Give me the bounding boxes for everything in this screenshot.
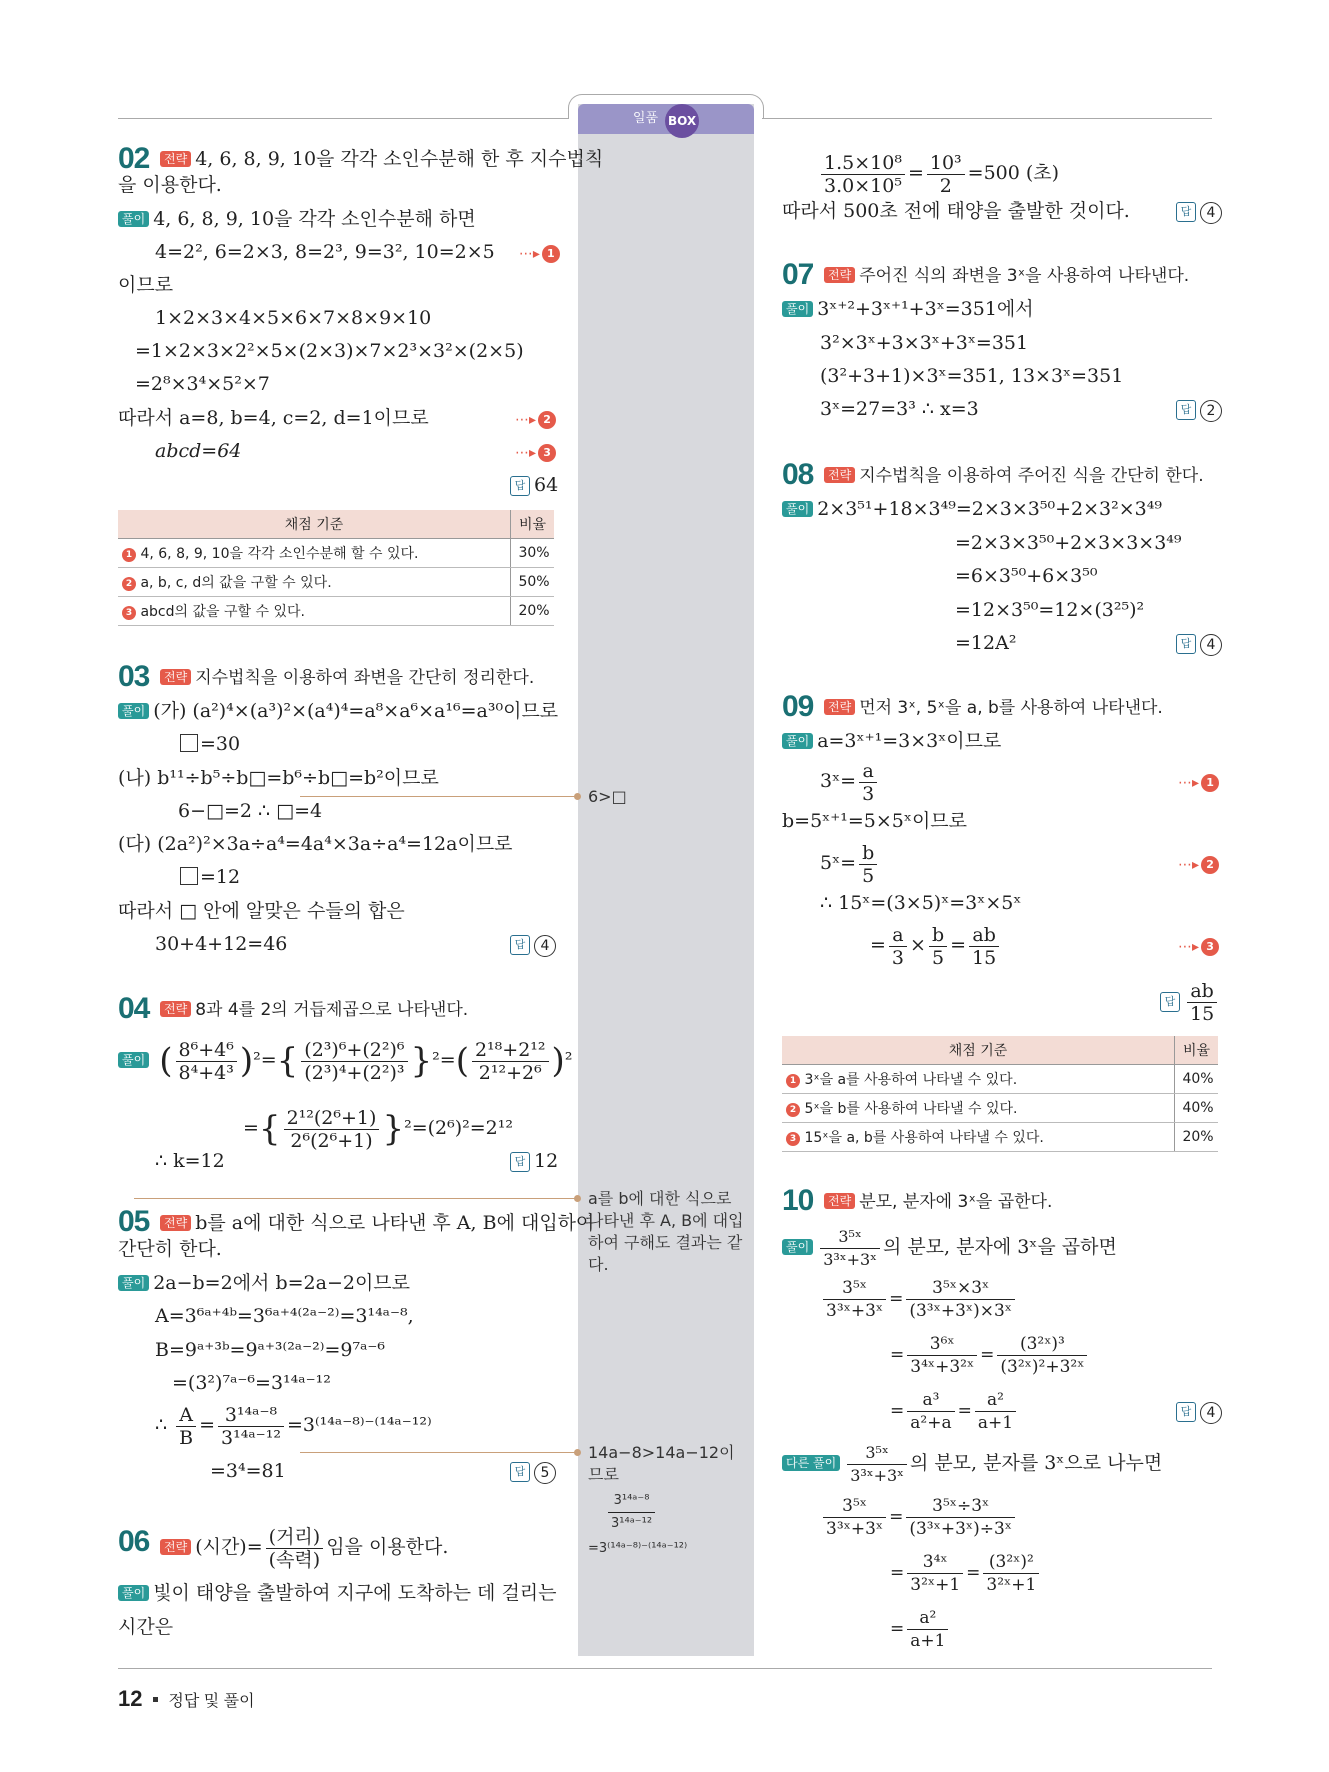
p03-strategy: 전략 지수법칙을 이용하여 좌변을 간단히 정리한다. xyxy=(160,664,534,691)
p09-l2: 3ˣ= $\frac{a}{3}$ xyxy=(820,756,880,806)
p08-l1: 풀이 2×3⁵¹+18×3⁴⁹=2×3×3⁵⁰+2×3²×3⁴⁹ xyxy=(782,496,1162,522)
p05-l6: =3⁴=81 xyxy=(210,1460,286,1482)
p05-l2: A=3⁶ᵃ⁺⁴ᵇ=3⁶ᵃ⁺⁴⁽²ᵃ⁻²⁾=3¹⁴ᵃ⁻⁸, xyxy=(155,1305,414,1327)
p03-l6: =12 xyxy=(178,864,240,890)
p02-mark2: ⋯▸ 2 xyxy=(515,405,556,433)
p09-answer: 답 $\frac{ab}{15}$ xyxy=(1160,976,1220,1026)
problem-number-08: 08 xyxy=(782,458,814,491)
p05-answer: 답 5 xyxy=(510,1458,556,1484)
p08-l5: =12A² xyxy=(955,632,1017,654)
p07-l2: 3²×3ˣ+3×3ˣ+3ˣ=351 xyxy=(820,332,1029,354)
p10-alt-eq2: = $\frac{\text{3⁴ˣ}}{\text{3²ˣ+1}}$ = $\frac{\text{(3²ˣ)²}}{\text{3²ˣ+1}}$ xyxy=(890,1548,1042,1598)
p09-criteria-table xyxy=(782,1036,1218,1152)
p05-l1: 풀이 2a−b=2에서 b=2a−2이므로 xyxy=(118,1270,410,1296)
criteria-row-2: 2 5ˣ을 b를 사용하여 나타낼 수 있다. xyxy=(782,1094,1175,1123)
p10-eq2: = $\frac{\text{3⁶ˣ}}{\text{3⁴ˣ+3²ˣ}}$ = $\frac{\text{(3²ˣ)³}}{\text{(3²ˣ)²+3²ˣ}}$ xyxy=(890,1330,1090,1380)
p07-l4: 3ˣ=27=3³ ∴ x=3 xyxy=(820,398,979,420)
memo-header xyxy=(578,104,754,134)
p10-alt: 다른 풀이 $\frac{\text{3⁵ˣ}}{\text{3³ˣ+3ˣ}}$ 의 분모, 분자를 3ˣ으로 나누면 xyxy=(782,1438,1162,1488)
p08-l4: =12×3⁵⁰=12×(3²⁵)² xyxy=(955,599,1145,621)
p04-l3: ∴ k=12 xyxy=(155,1150,225,1172)
memo-column xyxy=(578,104,754,1656)
p10-answer: 답 4 xyxy=(1176,1398,1222,1424)
p03-l1: 풀이 (가) (a²)⁴×(a³)²×(a⁴)⁴=a⁸×a⁶×a¹⁶=a³⁰이므로 xyxy=(118,698,558,724)
footer xyxy=(118,1686,255,1712)
strategy-tag: 전략 xyxy=(160,151,191,167)
p03-memo-connector xyxy=(300,796,580,797)
p07-strategy: 전략 주어진 식의 좌변을 3ˣ을 사용하여 나타낸다. xyxy=(824,262,1189,289)
footer-rule xyxy=(118,1668,1212,1669)
p06-answer: 답 4 xyxy=(1176,198,1222,224)
criteria-row-2: 2 a, b, c, d의 값을 구할 수 있다. xyxy=(118,568,511,597)
p08-l3: =6×3⁵⁰+6×3⁵⁰ xyxy=(955,565,1098,587)
criteria-row-3: 3 abcd의 값을 구할 수 있다. xyxy=(118,597,511,626)
p06-l1: 풀이 빛이 태양을 출발하여 지구에 도착하는 데 걸리는 xyxy=(118,1580,557,1606)
memo-badge: BOX xyxy=(665,104,699,138)
p05-memo2-dot xyxy=(574,1449,581,1456)
criteria-ratio-2: 40% xyxy=(1175,1094,1219,1123)
problem-number-03: 03 xyxy=(118,660,150,693)
p02-eq4: =2⁸×3⁴×5²×7 xyxy=(135,373,270,395)
memo-label: 일품 xyxy=(632,111,659,126)
p02-eq1: 4=2², 6=2×3, 8=2³, 9=3², 10=2×5 ⋯▸ 1 xyxy=(155,239,560,267)
p03-l2: =30 xyxy=(178,731,240,757)
p08-answer: 답 4 xyxy=(1176,630,1222,656)
p07-answer: 답 2 xyxy=(1176,396,1222,422)
criteria-ratio-2: 50% xyxy=(511,568,555,597)
p02-eq1-text: 4=2², 6=2×3, 8=2³, 9=3², 10=2×5 xyxy=(155,241,495,263)
p10-alt-eq1: $\frac{\text{3⁵ˣ}}{\text{3³ˣ+3ˣ}}$ = $\frac{\text{3⁵ˣ÷3ˣ}}{\text{(3³ˣ+3ˣ)÷3ˣ}}$ xyxy=(820,1492,1018,1542)
p10-alt-eq3: = $\frac{\text{a²}}{a+1}$ xyxy=(890,1604,951,1654)
p02-strategy-text: 4, 6, 8, 9, 10을 각각 소인수분해 한 후 지수법칙 xyxy=(195,148,604,170)
criteria-ratio-1: 30% xyxy=(511,539,555,568)
p09-l4: 5ˣ= $\frac{b}{5}$ xyxy=(820,838,880,888)
problem-number-07: 07 xyxy=(782,258,814,291)
p02-text2: 이므로 xyxy=(118,274,174,296)
p10-strategy: 전략 분모, 분자에 3ˣ을 곱한다. xyxy=(824,1188,1052,1215)
p09-mark3: ⋯▸ 3 xyxy=(1178,932,1219,960)
header-rule-right xyxy=(762,118,1212,119)
p05-l5: ∴ $\frac{A}{B}$ = $\frac{\text{3¹⁴ᵃ⁻⁸}}{\text{3¹⁴ᵃ⁻¹²}}$ =3⁽¹⁴ᵃ⁻⁸⁾⁻⁽¹⁴ᵃ⁻¹²⁾ xyxy=(155,1403,432,1449)
p05-memo2-connector xyxy=(300,1452,580,1453)
p03-answer: 답 4 xyxy=(510,931,556,957)
criteria-row-3: 3 15ˣ을 a, b를 사용하여 나타낼 수 있다. xyxy=(782,1123,1175,1152)
p02-eq3: =1×2×3×2²×5×(2×3)×7×2³×3²×(2×5) xyxy=(135,340,524,362)
p04-answer: 답 12 xyxy=(510,1148,558,1174)
footer-title: 정답 및 풀이 xyxy=(168,1693,255,1710)
p02-text3: 따라서 a=8, b=4, c=2, d=1이므로 xyxy=(118,407,429,429)
header-rule-left xyxy=(118,118,568,119)
p04-eq1: 풀이 ( $\frac{\text{8⁶+4⁶}}{\text{8⁴+4³}}$ )²={ $\frac{\text{(2³)⁶+(2²)⁶}}{\text{(2³)⁴+(2²)³}}$ }²=( $\frac{\text{2¹⁸+2¹²}}{\text{2¹²+2⁶}}$ )² xyxy=(118,1030,572,1091)
p09-l5: ∴ 15ˣ=(3×5)ˣ=3ˣ×5ˣ xyxy=(820,892,1022,914)
problem-number-05: 05 xyxy=(118,1205,150,1238)
mark-1: 1 xyxy=(542,245,560,263)
problem-number-04: 04 xyxy=(118,992,150,1025)
p03-l7: 따라서 □ 안에 알맞은 수들의 합은 xyxy=(118,900,405,922)
p03-memo: 6>□ xyxy=(588,787,627,806)
p05-memo2: 14a−8>14a−12이므로 xyxy=(588,1443,735,1484)
p05-strategy: 전략 b를 a에 대한 식으로 나타낸 후 A, B에 대입하여 xyxy=(160,1210,594,1236)
criteria-header: 채점 기준 xyxy=(782,1036,1175,1065)
p09-mark1: ⋯▸ 1 xyxy=(1178,768,1219,796)
problem-number-09: 09 xyxy=(782,690,814,723)
p08-l2: =2×3×3⁵⁰+2×3×3×3⁴⁹ xyxy=(955,532,1182,554)
criteria-ratio-1: 40% xyxy=(1175,1065,1219,1094)
p05-memo1: a를 b에 대한 식으로 나타낸 후 A, B에 대입하여 구해도 결과는 같다. xyxy=(588,1189,744,1274)
p07-l1: 풀이 3ˣ⁺²+3ˣ⁺¹+3ˣ=351에서 xyxy=(782,296,1034,322)
p03-memo-dot xyxy=(574,793,581,800)
p10-eq3: = $\frac{\text{a³}}{\text{a²+a}}$ = $\frac{\text{a²}}{a+1}$ xyxy=(890,1386,1019,1436)
criteria-ratio-3: 20% xyxy=(511,597,555,626)
p05-memo3: =3⁽¹⁴ᵃ⁻⁸⁾⁻⁽¹⁴ᵃ⁻¹²⁾ xyxy=(588,1541,688,1556)
p03-l4: 6−□=2 ∴ □=4 xyxy=(178,800,323,822)
p02-answer-text: 64 xyxy=(534,474,559,496)
p09-l6: = $\frac{a}{3}$ × $\frac{b}{5}$ = $\frac{ab}{15}$ xyxy=(870,920,1002,970)
p08-strategy: 전략 지수법칙을 이용하여 주어진 식을 간단히 한다. xyxy=(824,462,1204,489)
p05-memo-frac: $\frac{\text{3¹⁴ᵃ⁻⁸}}{\text{3¹⁴ᵃ⁻¹²}}$ xyxy=(605,1490,658,1535)
p05-l4: =(3²)⁷ᵃ⁻⁶=3¹⁴ᵃ⁻¹² xyxy=(172,1372,331,1394)
p02-strategy2: 을 이용한다. xyxy=(118,174,222,196)
p05-memo-dot xyxy=(574,1195,581,1202)
page-number: 12 xyxy=(118,1686,143,1711)
p05-strategy2: 간단히 한다. xyxy=(118,1238,222,1260)
p03-l5: (다) (2a²)²×3a÷a⁴=4a⁴×3a÷a⁴=12a이므로 xyxy=(118,833,513,855)
p02-sol1 xyxy=(118,206,476,232)
criteria-ratio-3: 20% xyxy=(1175,1123,1219,1152)
problem-number-06: 06 xyxy=(118,1525,150,1558)
p04-eq2: ={ $\frac{\text{2¹²(2⁶+1)}}{\text{2⁶(2⁶+1)}}$ }²=(2⁶)²=2¹² xyxy=(243,1106,514,1152)
p02-sol1-text: 4, 6, 8, 9, 10을 각각 소인수분해 하면 xyxy=(153,208,476,230)
p09-l3: b=5ˣ⁺¹=5×5ˣ이므로 xyxy=(782,810,968,832)
p02-mark3: ⋯▸ 3 xyxy=(515,438,556,466)
p02-answer xyxy=(510,472,558,498)
criteria-row-1: 1 4, 6, 8, 9, 10을 각각 소인수분해 할 수 있다. xyxy=(118,539,511,568)
problem-number-10: 10 xyxy=(782,1184,814,1217)
p06-l2: 시간은 xyxy=(118,1616,174,1638)
p06-r2: 따라서 500초 전에 태양을 출발한 것이다. xyxy=(782,200,1130,222)
p07-l3: (3²+3+1)×3ˣ=351, 13×3ˣ=351 xyxy=(820,365,1124,387)
p10-l1: 풀이 $\frac{\text{3⁵ˣ}}{\text{3³ˣ+3ˣ}}$ 의 분모, 분자에 3ˣ을 곱하면 xyxy=(782,1222,1117,1272)
p04-strategy: 전략 8과 4를 2의 거듭제곱으로 나타낸다. xyxy=(160,996,468,1023)
ratio-header: 비율 xyxy=(511,510,555,539)
p09-l1: 풀이 a=3ˣ⁺¹=3×3ˣ이므로 xyxy=(782,728,1001,754)
problem-number-02: 02 xyxy=(118,142,150,175)
ratio-header: 비율 xyxy=(1175,1036,1219,1065)
answer-icon: 답 xyxy=(510,476,530,496)
p06-strategy: 전략 (시간)= $\frac{\text{(거리)}}{\text{(속력)}}$ 임을 이용한다. xyxy=(160,1522,448,1572)
p10-eq1: $\frac{\text{3⁵ˣ}}{\text{3³ˣ+3ˣ}}$ = $\frac{\text{3⁵ˣ×3ˣ}}{\text{(3³ˣ+3ˣ)×3ˣ}}$ xyxy=(820,1274,1018,1324)
solution-tag: 풀이 xyxy=(118,211,149,227)
p02-criteria-table xyxy=(118,510,554,626)
p03-l3: (나) b¹¹÷b⁵÷b□=b⁶÷b□=b²이므로 xyxy=(118,767,439,789)
criteria-row-1: 1 3ˣ을 a를 사용하여 나타낼 수 있다. xyxy=(782,1065,1175,1094)
criteria-header: 채점 기준 xyxy=(118,510,511,539)
p05-l3: B=9ᵃ⁺³ᵇ=9ᵃ⁺³⁽²ᵃ⁻²⁾=9⁷ᵃ⁻⁶ xyxy=(155,1339,386,1361)
p02-strategy xyxy=(160,146,603,172)
p02-eq2: 1×2×3×4×5×6×7×8×9×10 xyxy=(155,307,432,329)
p02-eq5: abcd=64 xyxy=(155,440,242,462)
p05-memo-connector xyxy=(134,1198,580,1199)
p09-mark2: ⋯▸ 2 xyxy=(1178,850,1219,878)
p06-r1: $\frac{\text{1.5×10⁸}}{\text{3.0×10⁵}}$ = $\frac{\text{10³}}{2}$ =500 (초) xyxy=(818,148,1059,198)
p09-strategy: 전략 먼저 3ˣ, 5ˣ을 a, b를 사용하여 나타낸다. xyxy=(824,694,1163,721)
p03-l8: 30+4+12=46 xyxy=(155,933,288,955)
